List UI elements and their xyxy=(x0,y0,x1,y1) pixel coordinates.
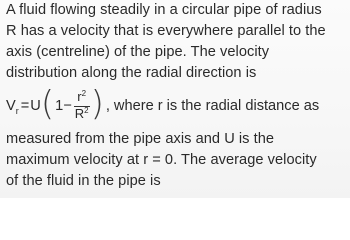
formula-left-paren: ( xyxy=(40,84,55,124)
problem-line-1: A fluid flowing steadily in a circular pipe of radius xyxy=(6,2,322,18)
problem-line-8: of the fluid in the pipe is xyxy=(6,173,161,189)
formula-one-minus: 1− xyxy=(55,98,72,114)
problem-line-7: maximum velocity at r = 0. The average velocity xyxy=(6,152,317,168)
formula-fraction xyxy=(74,90,90,123)
problem-line-4: distribution along the radial direction is xyxy=(6,65,257,81)
problem-line-3: axis (centreline) of the pipe. The velocity xyxy=(6,44,270,60)
formula-numerator-base: r xyxy=(77,88,82,104)
formula-equals: = xyxy=(20,98,30,114)
formula-right-paren: ) xyxy=(90,84,104,124)
formula-denominator xyxy=(74,107,90,123)
velocity-formula xyxy=(6,84,319,128)
formula-denominator-exponent: 2 xyxy=(84,105,89,115)
formula-velocity-subscript: r xyxy=(15,106,19,116)
formula-tail-text: , where r is the radial distance as xyxy=(105,98,320,114)
problem-line-2: R has a velocity that is everywhere parallel to the xyxy=(6,23,326,39)
problem-line-6: measured from the pipe axis and U is the xyxy=(6,131,275,147)
formula-coefficient: U xyxy=(30,98,41,114)
formula-velocity-symbol: V xyxy=(6,98,16,114)
formula-numerator xyxy=(76,90,87,106)
formula-denominator-base: R xyxy=(74,105,85,121)
formula-numerator-exponent: 2 xyxy=(81,88,87,98)
